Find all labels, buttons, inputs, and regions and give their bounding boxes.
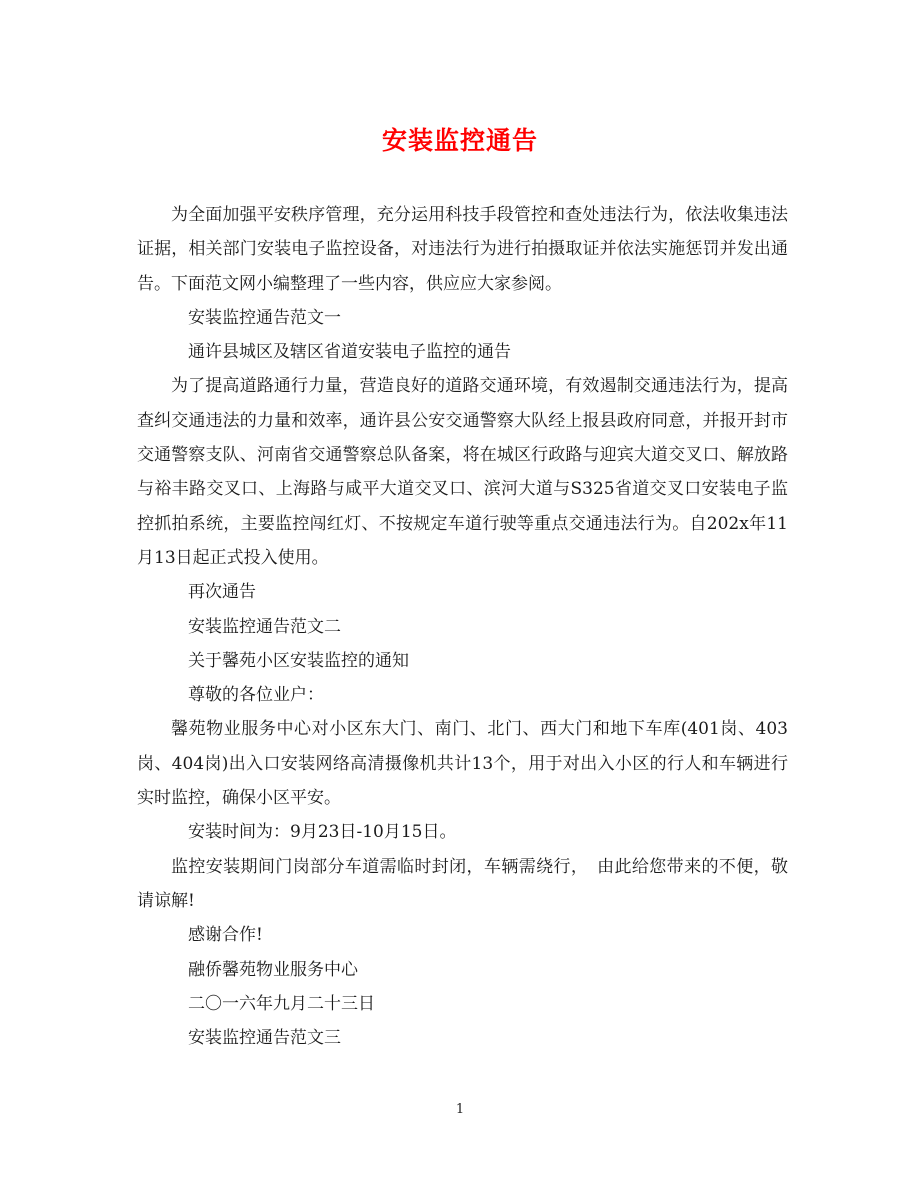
sample-heading-1: 安装监控通告范文一 [188, 307, 341, 328]
notice-title-1: 通许县城区及辖区省道安装电子监控的通告 [188, 342, 511, 363]
thanks-line: 感谢合作! [188, 925, 263, 946]
salutation: 尊敬的各位业户： [188, 685, 324, 706]
intro-paragraph: 为全面加强平安秩序管理，充分运用科技手段管控和查处违法行为，依法收集违法证据，相关部门安装电子监控设备，对违法行为进行拍摄取证并依法实施惩罚并发出通告。下面范文网小编整理了一些内容，供应应大家参阅。 [137, 205, 788, 294]
signature-org: 融侨馨苑物业服务中心 [188, 959, 358, 980]
closure-notice: 监控安装期间门岗部分车道需临时封闭，车辆需绕行， 由此给您带来的不便，敬请谅解! [137, 856, 788, 911]
sample-heading-3: 安装监控通告范文三 [188, 1028, 341, 1049]
sample-heading-2: 安装监控通告范文二 [188, 616, 341, 637]
page-number: 1 [455, 1102, 465, 1117]
notice-body-2: 馨苑物业服务中心对小区东大门、南门、北门、西大门和地下车库(401岗、403岗、404岗)出入口安装网络高清摄像机共计13个，用于对出入小区的行人和车辆进行实时监控，确保小区平安。 [137, 719, 788, 809]
install-time: 安装时间为：9月23日-10月15日。 [188, 822, 457, 843]
notice-body-1: 为了提高道路通行力量，营造良好的道路交通环境，有效遏制交通违法行为，提高查纠交通违法的力量和效率，通许县公安交通警察大队经上报县政府同意，并报开封市交通警察支队、河南省交通警察总队备案，将在城区行政路与迎宾大道交叉口、解放路与裕丰路交叉口、上海路与咸平大道交叉口、滨河大道与S325省道交叉口安装电子监控抓拍系统，主要监控闯红灯、不按规定车道行驶等重点交通违法行为。自202x年11月13日起正式投入使用。 [137, 376, 788, 568]
notice-closing-1: 再次通告 [188, 582, 256, 603]
notice-title-2: 关于馨苑小区安装监控的通知 [188, 650, 409, 671]
document-body [137, 198, 788, 1055]
document-title: 安装监控通告 [381, 126, 538, 155]
signature-date: 二〇一六年九月二十三日 [188, 993, 375, 1014]
